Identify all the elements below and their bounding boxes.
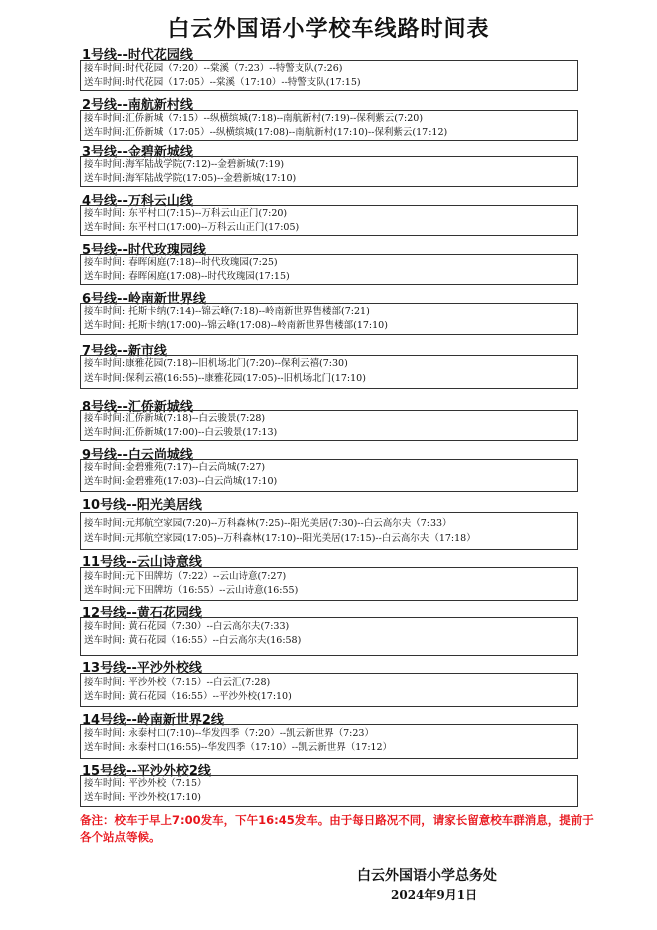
pickup-time: 接车时间:汇侨新城(7:18)--白云骏景(7:28) xyxy=(84,413,266,424)
dropoff-time: 送车时间:金碧雅苑(17:03)--白云尚城(17:10) xyxy=(84,476,278,487)
route-schedule-box xyxy=(80,156,578,187)
route-title: 13号线--平沙外校线 xyxy=(82,661,202,676)
route-title: 10号线--阳光美居线 xyxy=(82,498,202,513)
route-title: 6号线--岭南新世界线 xyxy=(82,292,206,307)
dropoff-time: 送车时间:元邦航空家园(17:05)--万科森林(17:10)--阳光美居(17:15)--白云高尔夫（17:18） xyxy=(84,533,476,544)
dropoff-time: 送车时间:汇侨新城(17:00)--白云骏景(17:13) xyxy=(84,427,278,438)
dropoff-time: 送车时间: 黄石花园（16:55）--白云高尔夫(16:58) xyxy=(84,635,302,646)
dropoff-time: 送车时间:保利云禧(16:55)--康雅花园(17:05)--旧机场北门(17:10) xyxy=(84,373,366,384)
route-schedule-box xyxy=(80,110,578,141)
pickup-time: 接车时间:元邦航空家园(7:20)--万科森林(7:25)--阳光美居(7:30)--白云高尔夫（7:33） xyxy=(84,518,452,529)
route-schedule-box xyxy=(80,512,578,550)
route-title: 7号线--新市线 xyxy=(82,344,167,359)
route-schedule-box xyxy=(80,567,578,601)
signature-organization: 白云外国语小学总务处 xyxy=(357,868,497,884)
dropoff-time: 送车时间: 东平村口(17:00)--万科云山正门(17:05) xyxy=(84,222,300,233)
route-schedule-box xyxy=(80,673,578,707)
pickup-time: 接车时间:金碧雅苑(7:17)--白云尚城(7:27) xyxy=(84,462,266,473)
route-schedule-box xyxy=(80,410,578,441)
dropoff-time: 送车时间: 永泰村口(16:55)--华发四季（17:10）--凯云新世界（17:12） xyxy=(84,742,393,753)
route-schedule-box xyxy=(80,459,578,492)
route-schedule-box xyxy=(80,724,578,759)
pickup-time: 接车时间: 平沙外校（7:15）--白云汇(7:28) xyxy=(84,677,271,688)
pickup-time: 接车时间:时代花园（7:20）--棠溪（7:23）--特警支队(7:26) xyxy=(84,63,343,74)
route-schedule-box xyxy=(80,775,578,807)
page-title: 白云外国语小学校车线路时间表 xyxy=(167,17,490,42)
route-title: 3号线--金碧新城线 xyxy=(82,145,193,160)
route-title: 12号线--黄石花园线 xyxy=(82,606,202,621)
dropoff-time: 送车时间:海军陆战学院(17:05)--金碧新城(17:10) xyxy=(84,173,297,184)
route-title: 14号线--岭南新世界2线 xyxy=(82,713,224,728)
route-schedule-box xyxy=(80,60,578,91)
pickup-time: 接车时间:海军陆战学院(7:12)--金碧新城(7:19) xyxy=(84,159,285,170)
route-title: 9号线--白云尚城线 xyxy=(82,448,193,463)
route-title: 4号线--万科云山线 xyxy=(82,194,193,209)
route-schedule-box xyxy=(80,254,578,285)
pickup-time: 接车时间: 平沙外校（7:15） xyxy=(84,778,207,789)
dropoff-time: 送车时间:时代花园（17:05）--棠溪（17:10）--特警支队(17:15) xyxy=(84,77,361,88)
dropoff-time: 送车时间: 平沙外校(17:10) xyxy=(84,792,202,803)
route-schedule-box xyxy=(80,205,578,236)
route-schedule-box xyxy=(80,617,578,656)
pickup-time: 接车时间: 东平村口(7:15)--万科云山正门(7:20) xyxy=(84,208,288,219)
route-title: 15号线--平沙外校2线 xyxy=(82,764,211,779)
pickup-time: 接车时间:康雅花园(7:18)--旧机场北门(7:20)--保利云禧(7:30) xyxy=(84,358,348,369)
route-title: 1号线--时代花园线 xyxy=(82,48,193,63)
pickup-time: 接车时间: 黄石花园（7:30）--白云高尔夫(7:33) xyxy=(84,621,290,632)
dropoff-time: 送车时间: 托斯卡纳(17:00)--锦云峰(17:08)--岭南新世界售楼部(17:10) xyxy=(84,320,388,331)
route-schedule-box xyxy=(80,303,578,335)
route-title: 11号线--云山诗意线 xyxy=(82,555,202,570)
remark-note: 备注：校车于早上7:00发车，下午16:45发车。由于每日路况不同，请家长留意校车群消息，提前于各个站点等候。 xyxy=(80,813,594,844)
route-title: 2号线--南航新村线 xyxy=(82,98,193,113)
dropoff-time: 送车时间: 春晖闲庭(17:08)--时代玫瑰园(17:15) xyxy=(84,271,290,282)
dropoff-time: 送车时间:元下田牌坊（16:55）--云山诗意(16:55) xyxy=(84,585,299,596)
signature-date: 2024年9月1日 xyxy=(391,888,478,902)
dropoff-time: 送车时间: 黄石花园（16:55）--平沙外校(17:10) xyxy=(84,691,292,702)
pickup-time: 接车时间: 春晖闲庭(7:18)--时代玫瑰园(7:25) xyxy=(84,257,278,268)
route-title: 8号线--汇侨新城线 xyxy=(82,400,193,415)
dropoff-time: 送车时间:汇侨新城（17:05）--纵横缤城(17:08)--南航新村(17:10)--保利紫云(17:12) xyxy=(84,127,448,138)
pickup-time: 接车时间: 永泰村口(7:10)--华发四季（7:20）--凯云新世界（7:23） xyxy=(84,728,374,739)
pickup-time: 接车时间: 托斯卡纳(7:14)--锦云峰(7:18)--岭南新世界售楼部(7:21) xyxy=(84,306,370,317)
route-schedule-box xyxy=(80,355,578,389)
pickup-time: 接车时间:汇侨新城（7:15）--纵横缤城(7:18)--南航新村(7:19)--保利紫云(7:20) xyxy=(84,113,424,124)
pickup-time: 接车时间:元下田牌坊（7:22）--云山诗意(7:27) xyxy=(84,571,287,582)
route-title: 5号线--时代玫瑰园线 xyxy=(82,243,206,258)
